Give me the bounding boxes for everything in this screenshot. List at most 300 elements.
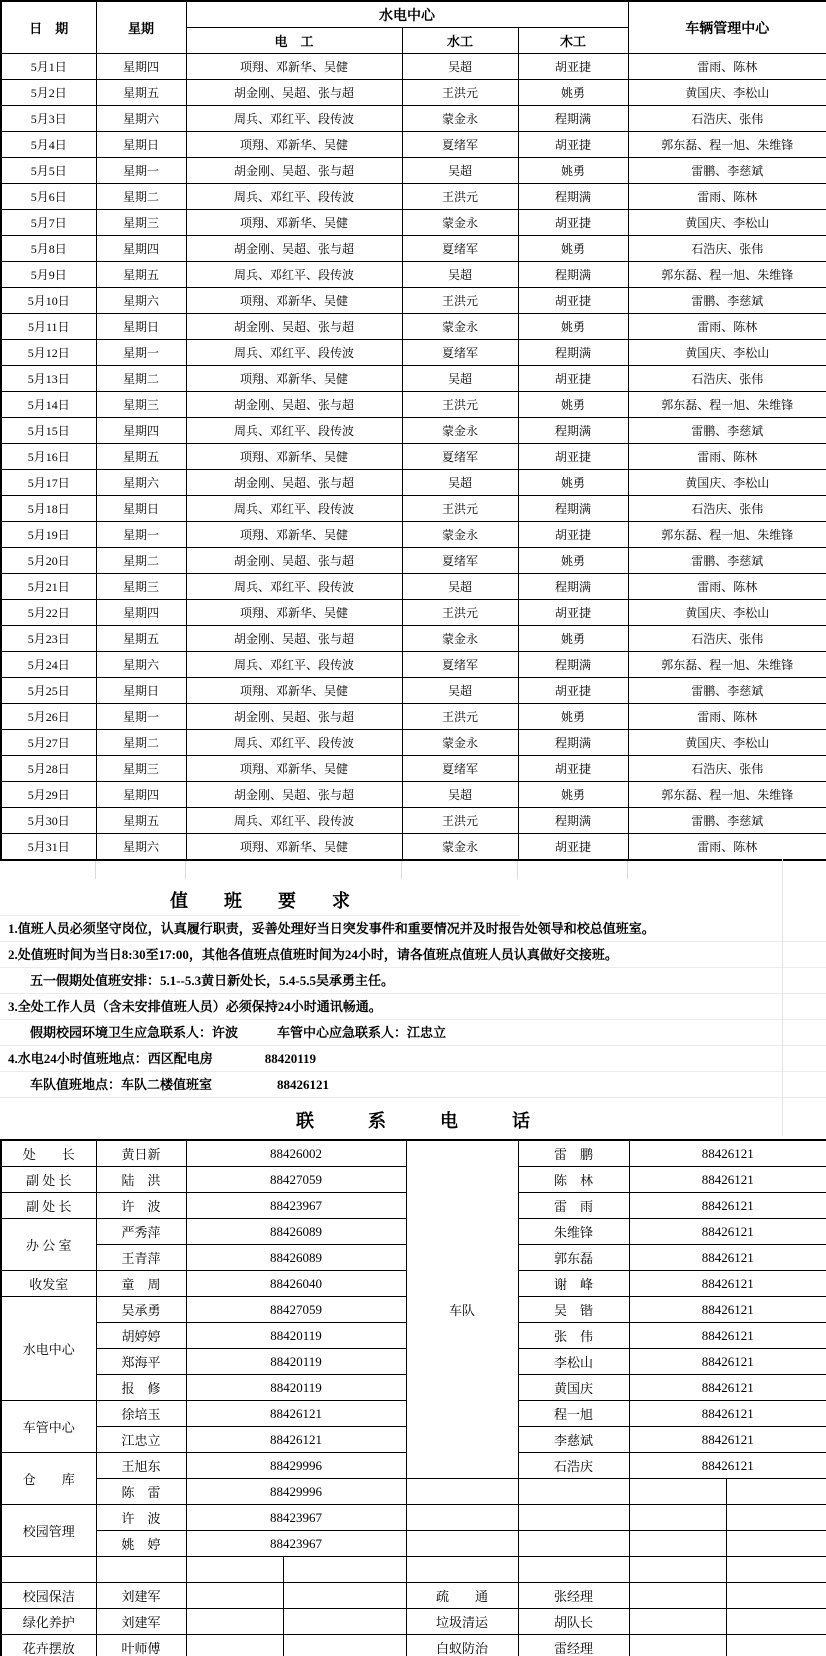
duty-requirements-title: 值 班 要 求: [0, 887, 520, 916]
roster-cell-vehicle: 郭东磊、程一旭、朱维锋: [628, 132, 826, 158]
roster-row: [1, 704, 826, 730]
gridline: [517, 861, 518, 879]
roster-cell-electrician: 项翔、邓新华、吴健: [186, 756, 402, 782]
roster-cell-carpenter: 程期满: [518, 340, 628, 366]
contact-role: [406, 1479, 518, 1505]
roster-cell-vehicle: 黄国庆、李松山: [628, 210, 826, 236]
contact-phone: [726, 1635, 826, 1656]
roster-cell-week: 星期三: [96, 210, 186, 236]
gridline: [95, 861, 96, 879]
contact-name: 王青萍: [96, 1245, 186, 1271]
roster-cell-electrician: 周兵、邓红平、段传波: [186, 340, 402, 366]
roster-row: [1, 366, 826, 392]
contact-role: 车管中心: [1, 1401, 96, 1453]
contact-role: 绿化养护: [1, 1609, 96, 1635]
gridline: [185, 861, 186, 879]
roster-cell-week: 星期五: [96, 262, 186, 288]
contact-name: 张经理: [518, 1583, 629, 1609]
roster-cell-electrician: 胡金刚、吴超、张与超: [186, 80, 402, 106]
roster-cell-date: 5月11日: [1, 314, 96, 340]
contact-row: [1, 1635, 826, 1656]
contact-name: 程一旭: [518, 1401, 629, 1427]
roster-cell-electrician: 胡金刚、吴超、张与超: [186, 626, 402, 652]
roster-cell-electrician: 胡金刚、吴超、张与超: [186, 236, 402, 262]
roster-cell-week: 星期六: [96, 106, 186, 132]
roster-cell-date: 5月4日: [1, 132, 96, 158]
roster-row: [1, 340, 826, 366]
roster-cell-week: 星期日: [96, 678, 186, 704]
contact-phone: 88426121: [629, 1401, 826, 1427]
contact-row: [1, 1531, 826, 1557]
roster-cell-week: 星期三: [96, 756, 186, 782]
roster-cell-electrician: 周兵、邓红平、段传波: [186, 262, 402, 288]
roster-cell-date: 5月25日: [1, 678, 96, 704]
contact-role: 白蚁防治: [406, 1635, 518, 1656]
roster-cell-vehicle: 雷雨、陈林: [628, 184, 826, 210]
roster-cell-week: 星期三: [96, 392, 186, 418]
roster-row: [1, 834, 826, 861]
roster-cell-week: 星期一: [96, 704, 186, 730]
contact-name: 许 波: [96, 1505, 186, 1531]
contact-phone: 88426040: [186, 1271, 406, 1297]
roster-cell-electrician: 项翔、邓新华、吴健: [186, 834, 402, 861]
roster-cell-carpenter: 胡亚捷: [518, 444, 628, 470]
roster-cell-electrician: 周兵、邓红平、段传波: [186, 808, 402, 834]
contact-name: 报 修: [96, 1375, 186, 1401]
roster-cell-electrician: 项翔、邓新华、吴健: [186, 522, 402, 548]
roster-cell-plumber: 吴超: [402, 470, 518, 496]
roster-cell-date: 5月27日: [1, 730, 96, 756]
roster-cell-week: 星期四: [96, 54, 186, 80]
contact-phone: 88426121: [186, 1401, 406, 1427]
roster-cell-carpenter: 程期满: [518, 184, 628, 210]
roster-cell-week: 星期一: [96, 340, 186, 366]
contact-role: 疏 通: [406, 1583, 518, 1609]
roster-cell-week: 星期日: [96, 314, 186, 340]
roster-cell-plumber: 吴超: [402, 54, 518, 80]
contact-name: 刘建军: [96, 1609, 186, 1635]
roster-cell-plumber: 夏绪军: [402, 756, 518, 782]
roster-cell-carpenter: 程期满: [518, 262, 628, 288]
roster-cell-electrician: 项翔、邓新华、吴健: [186, 678, 402, 704]
roster-cell-date: 5月20日: [1, 548, 96, 574]
contact-name: 刘建军: [96, 1583, 186, 1609]
gridline: [401, 861, 402, 879]
contacts-body: [1, 1140, 826, 1656]
roster-cell-week: 星期四: [96, 418, 186, 444]
roster-cell-date: 5月7日: [1, 210, 96, 236]
roster-cell-date: 5月23日: [1, 626, 96, 652]
roster-cell-vehicle: 石浩庆、张伟: [628, 366, 826, 392]
roster-cell-plumber: 王洪元: [402, 184, 518, 210]
roster-cell-plumber: 王洪元: [402, 288, 518, 314]
contact-phone: [726, 1583, 826, 1609]
roster-cell-date: 5月12日: [1, 340, 96, 366]
roster-cell-vehicle: 雷鹏、李慈斌: [628, 808, 826, 834]
contact-phone: [726, 1505, 826, 1531]
roster-cell-plumber: 蒙金永: [402, 418, 518, 444]
contact-role: 处 长: [1, 1140, 96, 1167]
roster-cell-carpenter: 程期满: [518, 652, 628, 678]
roster-cell-carpenter: 胡亚捷: [518, 600, 628, 626]
roster-cell-carpenter: 姚勇: [518, 626, 628, 652]
roster-cell-plumber: 夏绪军: [402, 340, 518, 366]
roster-cell-carpenter: 姚勇: [518, 782, 628, 808]
roster-cell-vehicle: 石浩庆、张伟: [628, 756, 826, 782]
contact-row: [1, 1140, 826, 1167]
roster-cell-carpenter: 姚勇: [518, 80, 628, 106]
roster-cell-date: 5月28日: [1, 756, 96, 782]
roster-cell-week: 星期二: [96, 184, 186, 210]
contact-name: 张 伟: [518, 1323, 629, 1349]
contact-name: 朱维锋: [518, 1219, 629, 1245]
roster-cell-carpenter: 胡亚捷: [518, 54, 628, 80]
contact-phone: 88426121: [629, 1140, 826, 1167]
roster-cell-week: 星期六: [96, 470, 186, 496]
roster-row: [1, 210, 826, 236]
roster-cell-vehicle: 雷鹏、李慈斌: [628, 548, 826, 574]
contact-phone: [186, 1583, 283, 1609]
roster-cell-vehicle: 黄国庆、李松山: [628, 80, 826, 106]
contact-phone: 88420119: [186, 1375, 406, 1401]
roster-cell-carpenter: 姚勇: [518, 236, 628, 262]
roster-cell-vehicle: 郭东磊、程一旭、朱维锋: [628, 652, 826, 678]
roster-cell-vehicle: 雷雨、陈林: [628, 444, 826, 470]
empty-cell: [1, 1557, 96, 1583]
roster-cell-vehicle: 雷雨、陈林: [628, 704, 826, 730]
roster-cell-carpenter: 胡亚捷: [518, 522, 628, 548]
empty-cell: [96, 1557, 186, 1583]
roster-row: [1, 288, 826, 314]
header-plumber: 水工: [402, 28, 518, 54]
roster-cell-plumber: 吴超: [402, 678, 518, 704]
roster-cell-vehicle: 郭东磊、程一旭、朱维锋: [628, 782, 826, 808]
contact-name: 雷 雨: [518, 1193, 629, 1219]
roster-cell-electrician: 项翔、邓新华、吴健: [186, 132, 402, 158]
contact-row: [1, 1583, 826, 1609]
requirement-line: 4.水电24小时值班地点：西区配电房 88420119: [0, 1046, 826, 1072]
contact-phone: 88426089: [186, 1219, 406, 1245]
contact-phone: 88420119: [186, 1349, 406, 1375]
roster-cell-electrician: 胡金刚、吴超、张与超: [186, 314, 402, 340]
roster-cell-vehicle: 郭东磊、程一旭、朱维锋: [628, 392, 826, 418]
roster-cell-vehicle: 雷雨、陈林: [628, 314, 826, 340]
roster-row: [1, 236, 826, 262]
roster-cell-date: 5月18日: [1, 496, 96, 522]
roster-cell-plumber: 吴超: [402, 782, 518, 808]
roster-cell-week: 星期二: [96, 548, 186, 574]
contact-name: 李慈斌: [518, 1427, 629, 1453]
roster-row: [1, 80, 826, 106]
roster-cell-carpenter: 姚勇: [518, 392, 628, 418]
roster-cell-carpenter: 胡亚捷: [518, 834, 628, 861]
roster-cell-date: 5月14日: [1, 392, 96, 418]
roster-cell-vehicle: 雷雨、陈林: [628, 54, 826, 80]
contact-phone: 88426121: [629, 1323, 826, 1349]
roster-cell-week: 星期二: [96, 730, 186, 756]
contact-phone: 88423967: [186, 1193, 406, 1219]
contact-name: 吴 锴: [518, 1297, 629, 1323]
roster-cell-week: 星期六: [96, 834, 186, 861]
contact-phone: [283, 1635, 406, 1656]
contact-name: 黄国庆: [518, 1375, 629, 1401]
contact-phone: 88426121: [186, 1427, 406, 1453]
contact-role: 水电中心: [1, 1297, 96, 1401]
contact-row: [1, 1479, 826, 1505]
roster-cell-plumber: 王洪元: [402, 600, 518, 626]
roster-cell-date: 5月15日: [1, 418, 96, 444]
roster-cell-vehicle: 黄国庆、李松山: [628, 600, 826, 626]
contact-role: 仓 库: [1, 1453, 96, 1505]
contact-phone: 88429996: [186, 1453, 406, 1479]
roster-cell-week: 星期一: [96, 158, 186, 184]
roster-cell-electrician: 项翔、邓新华、吴健: [186, 54, 402, 80]
contacts-table: [0, 1139, 826, 1656]
roster-cell-carpenter: 姚勇: [518, 158, 628, 184]
roster-row: [1, 600, 826, 626]
roster-cell-plumber: 夏绪军: [402, 548, 518, 574]
contact-name: 严秀萍: [96, 1219, 186, 1245]
roster-cell-carpenter: 胡亚捷: [518, 678, 628, 704]
contact-role: [406, 1531, 518, 1557]
contact-phone: [629, 1583, 726, 1609]
roster-cell-plumber: 蒙金永: [402, 106, 518, 132]
contact-name: 许 波: [96, 1193, 186, 1219]
roster-cell-electrician: 项翔、邓新华、吴健: [186, 210, 402, 236]
contact-phone: 88426121: [629, 1245, 826, 1271]
empty-cell: [406, 1557, 518, 1583]
contact-phone: 88426121: [629, 1167, 826, 1193]
roster-cell-plumber: 夏绪军: [402, 444, 518, 470]
roster-cell-plumber: 王洪元: [402, 392, 518, 418]
contact-role: 花卉摆放: [1, 1635, 96, 1656]
roster-cell-vehicle: 石浩庆、张伟: [628, 496, 826, 522]
contact-phone: 88426121: [629, 1453, 826, 1479]
roster-cell-electrician: 周兵、邓红平、段传波: [186, 418, 402, 444]
roster-cell-plumber: 吴超: [402, 574, 518, 600]
roster-cell-electrician: 周兵、邓红平、段传波: [186, 652, 402, 678]
contacts-title: 联 系 电 话: [296, 1111, 530, 1131]
roster-cell-plumber: 王洪元: [402, 704, 518, 730]
contact-phone: [186, 1609, 283, 1635]
roster-cell-vehicle: 雷鹏、李慈斌: [628, 418, 826, 444]
roster-row: [1, 470, 826, 496]
roster-cell-vehicle: 雷雨、陈林: [628, 574, 826, 600]
contact-name: [518, 1505, 629, 1531]
contact-phone: 88426121: [629, 1427, 826, 1453]
roster-cell-week: 星期日: [96, 496, 186, 522]
roster-cell-date: 5月9日: [1, 262, 96, 288]
roster-row: [1, 522, 826, 548]
roster-cell-electrician: 项翔、邓新华、吴健: [186, 444, 402, 470]
roster-row: [1, 54, 826, 80]
roster-row: [1, 444, 826, 470]
roster-cell-week: 星期五: [96, 80, 186, 106]
roster-cell-date: 5月21日: [1, 574, 96, 600]
roster-cell-electrician: 项翔、邓新华、吴健: [186, 288, 402, 314]
header-week: 星期: [96, 1, 186, 54]
roster-cell-electrician: 胡金刚、吴超、张与超: [186, 392, 402, 418]
contact-phone: [629, 1505, 726, 1531]
roster-cell-carpenter: 姚勇: [518, 704, 628, 730]
roster-cell-plumber: 吴超: [402, 366, 518, 392]
roster-cell-week: 星期四: [96, 600, 186, 626]
roster-cell-week: 星期六: [96, 652, 186, 678]
roster-row: [1, 392, 826, 418]
contact-phone: 88420119: [186, 1323, 406, 1349]
roster-row: [1, 782, 826, 808]
contact-name: 陈 雷: [96, 1479, 186, 1505]
contact-name: 吴承勇: [96, 1297, 186, 1323]
roster-cell-date: 5月3日: [1, 106, 96, 132]
roster-cell-electrician: 胡金刚、吴超、张与超: [186, 782, 402, 808]
roster-cell-vehicle: 雷鹏、李慈斌: [628, 158, 826, 184]
roster-cell-plumber: 吴超: [402, 158, 518, 184]
roster-cell-plumber: 王洪元: [402, 808, 518, 834]
contact-name: 黄日新: [96, 1140, 186, 1167]
contact-phone: 88426121: [629, 1219, 826, 1245]
roster-cell-plumber: 夏绪军: [402, 236, 518, 262]
roster-cell-vehicle: 黄国庆、李松山: [628, 470, 826, 496]
spacer-row: [0, 861, 826, 887]
contact-phone: 88423967: [186, 1505, 406, 1531]
roster-cell-date: 5月1日: [1, 54, 96, 80]
contact-phone: 88426002: [186, 1140, 406, 1167]
roster-cell-date: 5月16日: [1, 444, 96, 470]
contact-name: 胡婷婷: [96, 1323, 186, 1349]
roster-cell-date: 5月31日: [1, 834, 96, 861]
roster-cell-week: 星期四: [96, 236, 186, 262]
roster-cell-week: 星期五: [96, 444, 186, 470]
contact-phone: [283, 1583, 406, 1609]
roster-cell-vehicle: 石浩庆、张伟: [628, 106, 826, 132]
contact-phone: 88426121: [629, 1375, 826, 1401]
roster-row: [1, 314, 826, 340]
roster-cell-date: 5月13日: [1, 366, 96, 392]
roster-cell-carpenter: 胡亚捷: [518, 366, 628, 392]
roster-cell-plumber: 王洪元: [402, 496, 518, 522]
contact-phone: 88426121: [629, 1271, 826, 1297]
contact-name: 雷经理: [518, 1635, 629, 1656]
roster-cell-week: 星期五: [96, 626, 186, 652]
contact-phone: [726, 1531, 826, 1557]
roster-cell-plumber: 吴超: [402, 262, 518, 288]
roster-cell-electrician: 周兵、邓红平、段传波: [186, 730, 402, 756]
roster-cell-week: 星期三: [96, 574, 186, 600]
roster-cell-carpenter: 胡亚捷: [518, 132, 628, 158]
contact-name: 姚 婷: [96, 1531, 186, 1557]
contact-name: 徐培玉: [96, 1401, 186, 1427]
contact-name: 江忠立: [96, 1427, 186, 1453]
roster-cell-date: 5月29日: [1, 782, 96, 808]
roster-cell-vehicle: 雷雨、陈林: [628, 834, 826, 861]
contact-role: 收发室: [1, 1271, 96, 1297]
roster-cell-carpenter: 胡亚捷: [518, 756, 628, 782]
roster-row: [1, 756, 826, 782]
contact-phone: [726, 1479, 826, 1505]
header-date: 日 期: [1, 1, 96, 54]
roster-cell-carpenter: 程期满: [518, 730, 628, 756]
roster-cell-date: 5月2日: [1, 80, 96, 106]
contact-phone: 88426121: [629, 1297, 826, 1323]
roster-cell-date: 5月19日: [1, 522, 96, 548]
requirements-lines: [0, 916, 826, 1098]
roster-cell-plumber: 蒙金永: [402, 314, 518, 340]
roster-header: [1, 1, 826, 54]
requirement-line: 1.值班人员必须坚守岗位，认真履行职责，妥善处理好当日突发事件和重要情况并及时报告处领导和校总值班室。: [0, 916, 826, 942]
duty-roster-body: [1, 54, 826, 861]
roster-cell-electrician: 周兵、邓红平、段传波: [186, 496, 402, 522]
requirement-line: 车队值班地点：车队二楼值班室 88426121: [0, 1072, 826, 1098]
requirement-line: 2.处值班时间为当日8:30至17:00，其他各值班点值班时间为24小时，请各值班点值班人员认真做好交接班。: [0, 942, 826, 968]
contact-row-empty: [1, 1557, 826, 1583]
requirement-line: 假期校园环境卫生应急联系人：许波 车管中心应急联系人：江忠立: [0, 1020, 826, 1046]
roster-row: [1, 158, 826, 184]
roster-cell-date: 5月26日: [1, 704, 96, 730]
empty-cell: [186, 1557, 283, 1583]
roster-row: [1, 730, 826, 756]
contact-phone: [629, 1609, 726, 1635]
roster-cell-plumber: 蒙金永: [402, 210, 518, 236]
roster-cell-vehicle: 郭东磊、程一旭、朱维锋: [628, 262, 826, 288]
roster-cell-date: 5月24日: [1, 652, 96, 678]
header-carpenter: 木工: [518, 28, 628, 54]
contact-phone: [283, 1609, 406, 1635]
roster-cell-electrician: 项翔、邓新华、吴健: [186, 600, 402, 626]
header-electrician: 电 工: [186, 28, 402, 54]
roster-cell-week: 星期六: [96, 288, 186, 314]
contact-role: 办 公 室: [1, 1219, 96, 1271]
contact-phone: [186, 1635, 283, 1656]
roster-cell-electrician: 胡金刚、吴超、张与超: [186, 548, 402, 574]
gridline: [627, 861, 628, 879]
contact-row: [1, 1609, 826, 1635]
roster-row: [1, 678, 826, 704]
header-vehicle-center: 车辆管理中心: [628, 1, 826, 54]
roster-cell-electrician: 周兵、邓红平、段传波: [186, 574, 402, 600]
contact-role: 校园保洁: [1, 1583, 96, 1609]
contact-phone: 88423967: [186, 1531, 406, 1557]
contact-name: 郑海平: [96, 1349, 186, 1375]
contact-name: 叶师傅: [96, 1635, 186, 1656]
roster-cell-plumber: 蒙金永: [402, 626, 518, 652]
roster-cell-carpenter: 程期满: [518, 574, 628, 600]
requirement-line: 五一假期处值班安排：5.1--5.3黄日新处长，5.4-5.5吴承勇主任。: [0, 968, 826, 994]
contact-name: [518, 1531, 629, 1557]
roster-row: [1, 132, 826, 158]
empty-cell: [283, 1557, 406, 1583]
roster-cell-plumber: 王洪元: [402, 80, 518, 106]
contact-name: 谢 峰: [518, 1271, 629, 1297]
contact-phone: [629, 1635, 726, 1656]
roster-row: [1, 574, 826, 600]
contact-name: 王旭东: [96, 1453, 186, 1479]
roster-cell-plumber: 夏绪军: [402, 652, 518, 678]
roster-cell-date: 5月6日: [1, 184, 96, 210]
roster-cell-plumber: 蒙金永: [402, 522, 518, 548]
contact-phone: 88426089: [186, 1245, 406, 1271]
roster-cell-plumber: 蒙金永: [402, 730, 518, 756]
roster-cell-carpenter: 程期满: [518, 418, 628, 444]
roster-cell-carpenter: 姚勇: [518, 314, 628, 340]
gridline: [782, 858, 783, 1136]
contact-name: 陈 林: [518, 1167, 629, 1193]
roster-cell-week: 星期四: [96, 782, 186, 808]
roster-cell-vehicle: 雷鹏、李慈斌: [628, 678, 826, 704]
roster-row: [1, 626, 826, 652]
empty-cell: [518, 1557, 629, 1583]
roster-cell-carpenter: 程期满: [518, 496, 628, 522]
